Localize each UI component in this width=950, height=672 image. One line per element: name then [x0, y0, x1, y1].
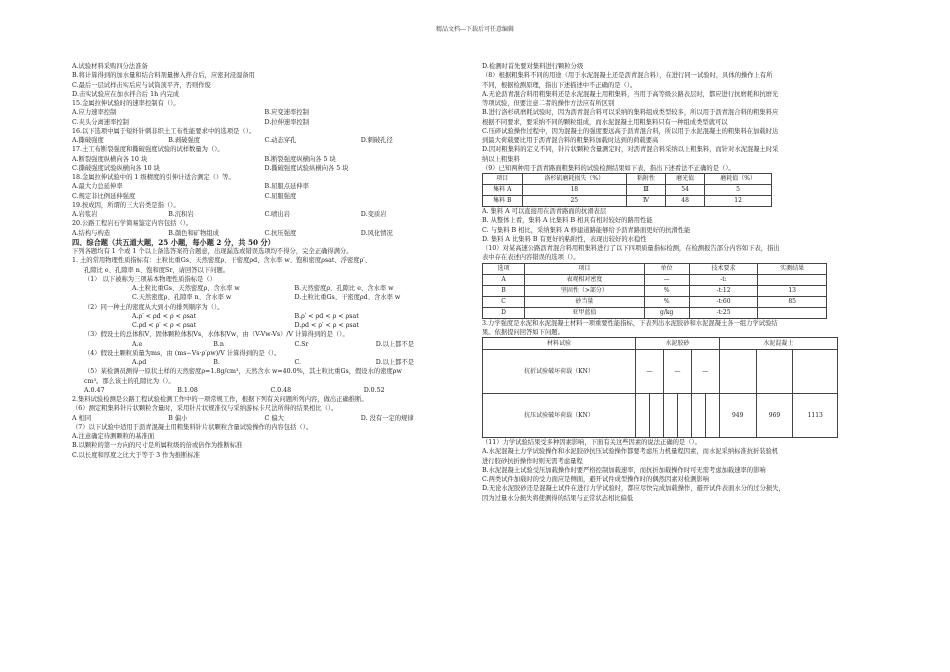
table-cell: g/kg — [644, 307, 689, 318]
option-cont: 根据不同要求，要采纳不同的颗粒组成，而水泥混凝土用粗集料只有一种组成类型就可以 — [482, 118, 728, 126]
table-cell: C — [483, 296, 525, 307]
option: A.0.47 — [84, 386, 105, 394]
option: D. 集料 A 比集料 B 有更好的粘附性，表现出较好的水稳性 — [482, 235, 647, 243]
option: B.进行洛杉矶磨耗试验时，因为沥青混合料可以采纳的集料组成类型较多，所以用于沥青混合料的粗集料应 — [482, 109, 779, 117]
q18-options — [72, 182, 457, 191]
table-cell: 亚甲蓝值 — [525, 307, 645, 318]
subquestion-5: （5）某检测员测得一原状土样的天然密度ρ=1.8g/cm³，天然含水 w=40.0%，其土粒比重Gs，假设水的密度ρw — [84, 368, 402, 376]
option: A.无论沥青混合料用粗集料还是水泥混凝土用粗集料，当用于高等级公路表层时，都应进行抗磨耗和抗磨光 — [482, 90, 779, 98]
table-row-label: 抗压试验破坏荷载（KN） — [483, 394, 636, 438]
table-cell: 969 — [756, 394, 793, 438]
table-cell: 54 — [666, 185, 705, 196]
s4-options — [72, 358, 457, 367]
option-cont: 因为过量水分损失将使测得的结果与正常状态相比偏低 — [482, 494, 634, 502]
option: A.e — [132, 340, 143, 348]
table-cell: — — [636, 350, 664, 394]
q18-options — [72, 192, 457, 201]
option: C.夹头分离速率控制 — [72, 118, 129, 126]
problem-1: 1. 土的常用物理性质指标有：土粒比重Gs、天然密度ρ、干密度ρd、含水率 w、饱和密度ρsat、浮密度ρ′、 — [72, 257, 372, 265]
option: C.规定非比例延伸强度 — [72, 192, 136, 200]
option: C.压碎试验操作过程中，因为混凝土的强度要远高于沥青混合料，所以用于水泥混凝土的粗集料在加载时达 — [482, 127, 779, 135]
table-cell: 5 — [705, 185, 772, 196]
option: C.0.48 — [270, 386, 292, 394]
s3-options — [72, 340, 457, 349]
table-cell — [756, 350, 793, 394]
problem-3: 3.力学强度是水泥和水泥混凝土材料一项重要性能指标，下表列出水泥胶砂和水泥混凝土各一组力学试验结 — [482, 319, 778, 327]
section-heading: 四、综合题（共五道大题，25 小题，每小题 2 分，共 50 分） — [72, 237, 275, 247]
option-cont: 等项试验，但要注意二者的操作方法应有所区别 — [482, 100, 615, 107]
subquestion-11: （11）力学试验结果受多种因素影响，下面有关这些因素的说法正确的是（）。 — [482, 439, 701, 446]
table-cell: A — [483, 274, 525, 285]
option: C 偏大 — [264, 414, 284, 422]
subquestion-10: （10）对某高速公路沥青混合料用粗集料进行了以下四项质量指标检测，在检测报告部分内容如下表，指出 — [482, 245, 780, 252]
table-header-cell: 磨光值 — [666, 174, 705, 185]
option: B. 从整体上看，集料 A 比集料 B 相具有相对较好的路用性能 — [482, 217, 653, 225]
option: B.ρ′ < ρd < ρ < ρsat — [294, 312, 359, 320]
table-row — [483, 285, 827, 296]
option: C.两类试件加载时的受力面应是侧面，避开试件成型操作时的偶然因素对检测影响 — [482, 476, 709, 483]
option: B 偏小 — [168, 414, 188, 422]
s2-options — [72, 312, 457, 321]
q20-options — [72, 229, 457, 238]
option: C.抗压强度 — [264, 229, 297, 237]
option: D. 没有一定的规律 — [360, 414, 414, 422]
table-cell — [705, 394, 719, 438]
option-cont: 进行胶砂抗折操作时则无需考虑量程 — [482, 457, 583, 465]
question-16: 16.以下选项中属于短纤针刺非织土工布性能要求中的选项是（）。 — [72, 127, 256, 135]
s6-options — [72, 414, 457, 423]
table-cell: -t:12 — [689, 285, 758, 296]
question-19: 19.按成因，所谓的三大岩类是指（）。 — [72, 201, 180, 209]
option: B.1.08 — [177, 386, 198, 394]
table-cell: -t:25 — [689, 307, 758, 318]
text-line: C.最后一层试样击实后应与试筒顶平齐，否则作废 — [72, 81, 211, 89]
subquestion-6: （6）测定粗集料针片状颗粒含量时，采用针片状规准仪与采纳游标卡尺法所得的结果相比（）。 — [72, 405, 338, 413]
text-line: B.将计算得到的加水量和结合料剂量掺入拌合后，应密封浸湿备用 — [72, 72, 255, 80]
table-row — [483, 274, 827, 285]
table-cell: 集料 B — [483, 196, 523, 207]
option: C.ρd < ρ′ < ρ < ρsat — [132, 322, 197, 329]
question-15: 15.金属拉伸试验时的速率控制有（）。 — [72, 100, 180, 107]
table-header-cell: 技术要求 — [689, 263, 758, 274]
table-header-cell: 项目 — [525, 263, 645, 274]
option: A.土粒比重Gs、天然密度ρ、含水率 w — [132, 285, 240, 292]
q17-options — [72, 164, 457, 173]
option: B.屈服点延伸率 — [264, 183, 309, 191]
option: A.结构与构造 — [72, 229, 111, 237]
aggregate-table — [482, 173, 772, 207]
table-header-row — [483, 174, 772, 185]
option: D.以上都不是 — [375, 340, 415, 348]
table-cell: 18 — [522, 185, 626, 196]
subquestion-7: （7）以下试验中适用于沥青混凝土用粗集料针片状颗粒含量试验操作的内容包括（）。 — [72, 423, 313, 431]
option: C.撕破强度试验纵横向各 10 块 — [72, 164, 160, 172]
option: B.剥破强度 — [168, 137, 201, 144]
table-cell: D — [483, 307, 525, 318]
table-cell: 表观相对密度 — [525, 274, 645, 285]
table-header-row — [483, 338, 838, 350]
option: C.动态穿孔 — [264, 137, 297, 144]
q15-options — [72, 108, 457, 117]
option: D.刺破孔径 — [360, 137, 393, 144]
table-cell: 13 — [758, 285, 827, 296]
table-cell: Ⅲ — [626, 185, 665, 196]
option: A.岩浆岩 — [72, 211, 98, 218]
option: D.拉伸速率控制 — [264, 118, 310, 126]
table-row — [483, 296, 827, 307]
table-cell: 砂当量 — [525, 296, 645, 307]
table-cell: B — [483, 285, 525, 296]
table-cell: — — [691, 350, 719, 394]
option: B.n — [213, 340, 224, 348]
option: C.以长度和厚度之比大于等于 3 作为推断标准 — [72, 451, 200, 459]
option: C.屈服强度 — [264, 192, 297, 200]
option-cont: 到最大荷载要比用于沥青混合料的粗集料加载时达到的荷载要高 — [482, 137, 659, 144]
table-cell: 949 — [719, 394, 756, 438]
table-header-cell: 水泥混凝土 — [719, 338, 837, 350]
subquestion-2: （2）同一种土的密度从大到小的排列顺序为（）。 — [84, 303, 224, 311]
table-cell: -t: — [689, 274, 758, 285]
table-cell — [636, 394, 650, 438]
table-cell: Ⅳ — [626, 196, 665, 207]
subquestion-10-cont: 表中存在表述内容错误的选项（）。 — [482, 254, 580, 262]
table-cell: — — [644, 274, 689, 285]
option: D.检测时首先要对集料进行颗粒分级 — [482, 63, 584, 70]
section-intro: 下列各题均有 1 个或 1 个以上备选答案符合题意，出现漏选或错误选项均不得分，完全正确得满分。 — [72, 248, 353, 255]
table-header-row — [483, 263, 827, 274]
page-header: 精品文档---下载后可任意编辑 — [435, 26, 515, 33]
option: D.土粒比重Gs、干密度ρd、含水率 w — [294, 294, 401, 302]
question-18: 18.金属拉伸试验中的 1 级精度的引伸计适合测定（）等。 — [72, 174, 235, 181]
q17-options — [72, 155, 457, 164]
option: C. — [294, 359, 302, 366]
option: B.断裂强度纵横向各 5 块 — [264, 155, 336, 163]
option: B.天然密度ρ、孔隙比 e、含水率 w — [294, 285, 394, 292]
question-20: 20.公路工程岩石学简易鉴定内容包括（）。 — [72, 220, 193, 228]
strength-test-table — [482, 337, 838, 438]
problem-2: 2.集料试验检测是公路工程试验检测工作中的一项常规工作，根据下列有关问题所列内容，做出正确推断。 — [72, 396, 368, 403]
table-row — [483, 185, 772, 196]
table-row — [483, 196, 772, 207]
option: D.ρd < ρ′ < ρ < ρsat — [294, 322, 359, 329]
subquestion-3: （3）假设土的总体积V，固体颗粒体积Vs，水体积Vw，由（V-Vw-Vs）/V 计算得到的是（）。 — [84, 331, 349, 339]
option: C.喷出岩 — [264, 211, 290, 218]
option: A.ρ′ < ρd < ρ < ρsat — [132, 312, 197, 320]
subquestion-5-cont: cm³。那么该土的孔隙比为（）。 — [84, 377, 175, 385]
table-header-cell: 选项 — [483, 263, 525, 274]
table-header-cell: 磨耗值（%） — [705, 174, 772, 185]
option: A 相同 — [72, 414, 92, 422]
table-cell: 25 — [522, 196, 626, 207]
table-cell — [758, 307, 827, 318]
option: A.应力速率控制 — [72, 109, 117, 117]
option: D.风化情况 — [360, 229, 393, 237]
problem-3-cont: 果。依据提问回答如下问题。 — [482, 328, 564, 336]
table-cell: % — [644, 296, 689, 307]
option: D.变质岩 — [360, 211, 387, 218]
table-cell: 12 — [705, 196, 772, 207]
q16-options — [72, 136, 457, 145]
subquestion-9: （9）已知两种用于沥青路面粗集料的试验检测结果如下表，指出下述看法不正确的是（）。 — [482, 164, 735, 172]
quality-report-table — [482, 263, 827, 319]
option: A. 集料 A 可以直接用在沥青路面的抗滑表层 — [482, 208, 607, 215]
option: A.ρd — [132, 359, 147, 366]
q15-options — [72, 118, 457, 127]
q19-options — [72, 210, 457, 219]
option: B. — [213, 359, 220, 366]
option: D.因对粗集料的定义不同，针片状颗粒含量测定时，对沥青混合料采纳以上粗集料，而针对水泥混凝土时采 — [482, 146, 779, 154]
question-17: 17.土工布断裂强度和撕破强度试验的试样数量为（）。 — [72, 146, 224, 154]
option: C. 与集料 B 相比，采纳集料 A 修建道路能够给予沥青路面更好的抗滑性能 — [482, 226, 691, 234]
option: D.以上都不是 — [375, 359, 415, 366]
table-header-cell: 粘附性 — [626, 174, 665, 185]
table-cell — [677, 394, 691, 438]
table-row — [483, 307, 827, 318]
s5-options — [72, 386, 457, 395]
table-header-cell: 材料试验 — [483, 338, 636, 350]
option: C.Sr — [294, 340, 309, 348]
s2-options — [72, 321, 457, 330]
table-cell: 集料 A — [483, 185, 523, 196]
s1-options — [72, 293, 457, 302]
table-row-label: 抗折试验破坏荷载（KN） — [483, 350, 636, 394]
table-cell: -t:60 — [689, 296, 758, 307]
option: B.水泥混凝土试验受压加载操作时要严格控制加载速率，而抗折加载操作时可无需考虑加载速率的影响 — [482, 466, 766, 474]
table-row — [483, 394, 838, 438]
option: D.0.52 — [363, 386, 385, 394]
option-cont: 纳以上粗集料 — [482, 155, 520, 163]
table-header-cell: 洛杉矶磨耗损失（%） — [522, 174, 626, 185]
option: D.撕破强度试验纵横向各 5 块 — [264, 164, 349, 172]
table-cell — [664, 394, 678, 438]
option: B.颜色和矿物组成 — [168, 229, 219, 237]
table-cell — [793, 350, 838, 394]
table-cell — [650, 394, 664, 438]
option: D.无论水泥胶砂还是混凝土试件在进行力学试验时，都应尽快完成加载操作，避开试件表面水分的过分损失， — [482, 485, 785, 493]
subquestion-8-cont: 不同，根据检测原理，指出下述描述中不正确的是（）。 — [482, 81, 637, 89]
table-header-cell: 实测结果 — [758, 263, 827, 274]
subquestion-8: （8）根据粗集料不同的用途（用于水泥混凝土还是沥青混合料），在进行同一试验时，具体的操作上有所 — [482, 72, 773, 80]
table-cell: % — [644, 285, 689, 296]
table-header-cell: 项目 — [483, 174, 523, 185]
option: A.最大力总延伸率 — [72, 183, 123, 191]
option: A.断裂强度纵横向各 10 块 — [72, 155, 148, 163]
table-cell: — — [664, 350, 692, 394]
s1-options — [72, 284, 457, 293]
subquestion-4: （4）假设土颗粒质量为ms，由 (ms−Vs·ρ′ρw)/V 计算得到的是（）。 — [84, 349, 281, 357]
table-cell: 85 — [758, 296, 827, 307]
subquestion-1: （1） 以下被称为三项基本物理性质指标是（） — [84, 275, 216, 283]
option: A.水泥混凝土力学试验操作和水泥胶砂抗压试验操作都要考虑压力机量程因素，而水泥采纳标准抗折装验机 — [482, 448, 779, 456]
problem-1-cont: 孔隙比 e、孔隙率 n、饱和度Sr，请回答以下问题。 — [84, 266, 230, 274]
option: A.撕破强度 — [72, 137, 104, 144]
table-row — [483, 350, 838, 394]
option: A.注意确定待测颗粒的基准面 — [72, 433, 155, 440]
left-column — [72, 62, 457, 460]
table-cell: 48 — [666, 196, 705, 207]
table-header-cell: 水泥胶砂 — [636, 338, 720, 350]
option: B.应变速率控制 — [264, 109, 309, 117]
table-cell — [719, 350, 756, 394]
table-header-cell: 单位 — [644, 263, 689, 274]
text-line: A.试验材料采购四分法准备 — [72, 63, 148, 70]
table-cell — [758, 274, 827, 285]
table-cell — [691, 394, 705, 438]
option: B.沉积岩 — [168, 211, 194, 218]
option: C.天然密度ρ、孔隙率 n、含水率 w — [132, 294, 232, 302]
right-column — [482, 62, 884, 503]
option: B.以颗粒的第一方向的尺寸是所属粒级的倍或倍作为推断标准 — [72, 442, 243, 450]
table-cell: 1113 — [793, 394, 838, 438]
table-cell: 坚固性（>部分） — [525, 285, 645, 296]
text-line: D.击实试验应在加水拌合后 1h 内完成 — [72, 90, 180, 98]
